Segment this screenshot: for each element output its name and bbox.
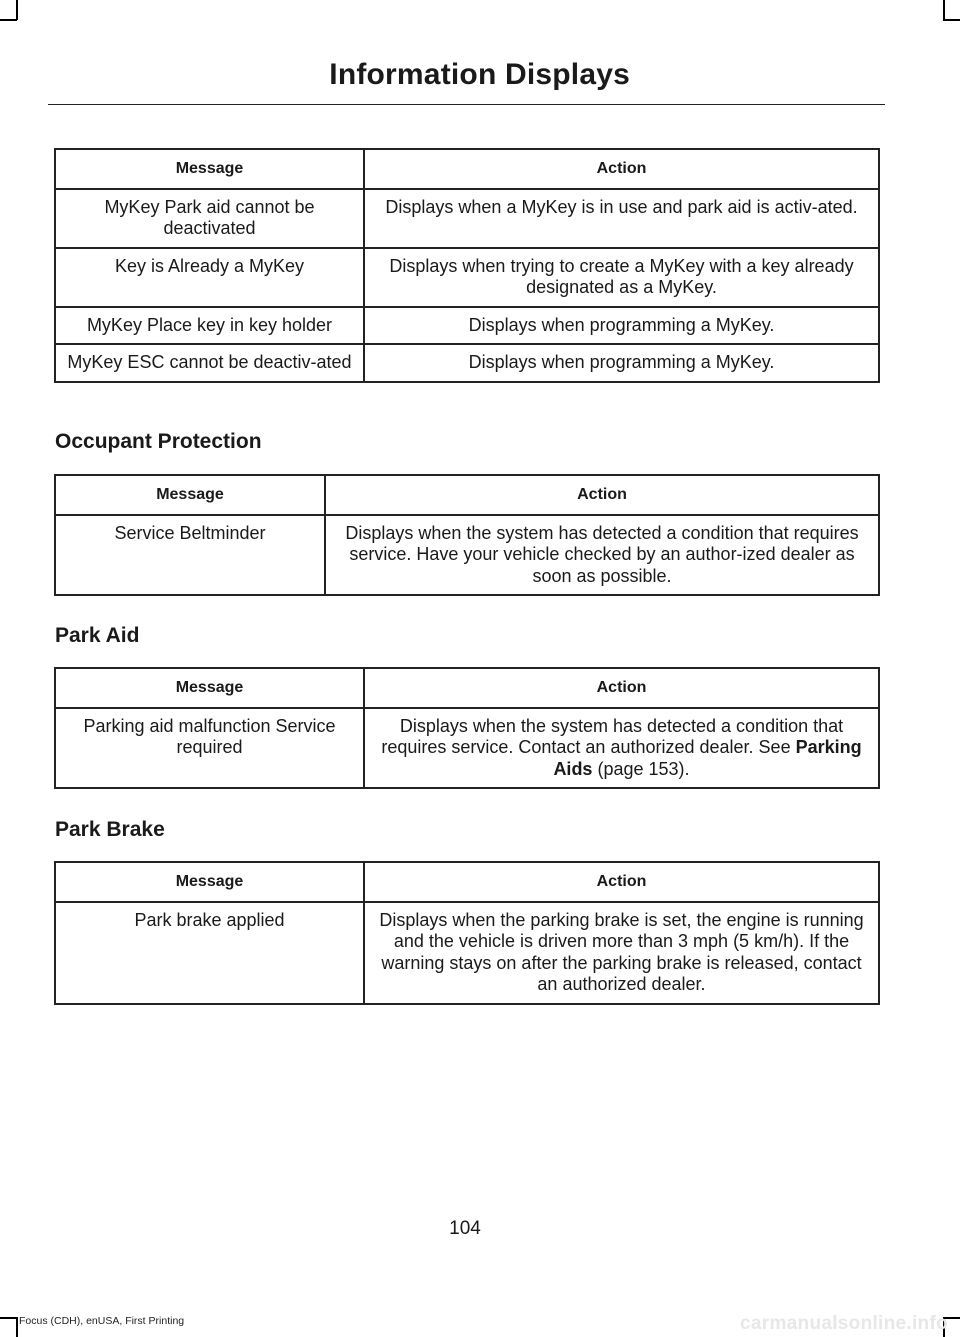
crop-mark-bottom-left [16,1317,18,1337]
table-row [55,307,879,345]
section-heading-park-aid: Park Aid [55,624,140,647]
mykey-messages-table [54,148,880,383]
action-cell: Displays when programming a MyKey. [364,344,879,382]
message-cell: Park brake applied [55,902,364,1004]
crop-mark-top-right [943,19,960,21]
message-cell: Key is Already a MyKey [55,248,364,307]
park-aid-table [54,667,880,789]
table-row [55,344,879,382]
action-cell: Displays when programming a MyKey. [364,307,879,345]
column-header-message: Message [55,149,364,189]
crop-mark-top-left [16,0,18,20]
occupant-protection-table [54,474,880,596]
message-cell: Service Beltminder [55,515,325,596]
page-reference: (page 153). [597,758,690,779]
section-heading-park-brake: Park Brake [55,818,165,841]
action-cell [364,708,879,789]
column-header-action: Action [364,862,879,902]
message-cell: MyKey ESC cannot be deactiv-ated [55,344,364,382]
crop-mark-top-left [0,19,17,21]
table-header-row [55,668,879,708]
action-cell: Displays when trying to create a MyKey with a key already designated as a MyKey. [364,248,879,307]
action-cell: Displays when a MyKey is in use and park aid is activ-ated. [364,189,879,248]
column-header-action: Action [364,149,879,189]
edition-footer: Focus (CDH), enUSA, First Printing [19,1315,185,1327]
column-header-action: Action [325,475,879,515]
action-cell: Displays when the system has detected a condition that requires service. Have your vehicle checked by an author-ized dealer as soon as possible. [325,515,879,596]
table-header-row [55,149,879,189]
action-cell: Displays when the parking brake is set, the engine is running and the vehicle is driven more than 3 mph (5 km/h). If the warning stays on after the parking brake is released, contact an authorized dealer. [364,902,879,1004]
table-header-row [55,475,879,515]
table-row [55,708,879,789]
action-text: Displays when the system has detected a condition that requires service. Contact an authorized dealer. See [381,715,844,757]
park-brake-table [54,861,880,1005]
table-header-row [55,862,879,902]
table-row [55,248,879,307]
table-row [55,902,879,1004]
page-number: 104 [449,1218,481,1239]
watermark: carmanualsonline.info [740,1313,948,1334]
column-header-action: Action [364,668,879,708]
column-header-message: Message [55,668,364,708]
title-divider [48,104,885,105]
message-cell: Parking aid malfunction Service required [55,708,364,789]
column-header-message: Message [55,862,364,902]
crop-mark-bottom-left [0,1317,17,1319]
message-cell: MyKey Park aid cannot be deactivated [55,189,364,248]
table-row [55,515,879,596]
section-heading-occupant-protection: Occupant Protection [55,430,262,453]
crop-mark-top-right [943,0,945,20]
column-header-message: Message [55,475,325,515]
table-row [55,189,879,248]
parking-aids-link[interactable]: Parking Aids [553,737,862,779]
message-cell: MyKey Place key in key holder [55,307,364,345]
page-title: Information Displays [329,58,630,91]
